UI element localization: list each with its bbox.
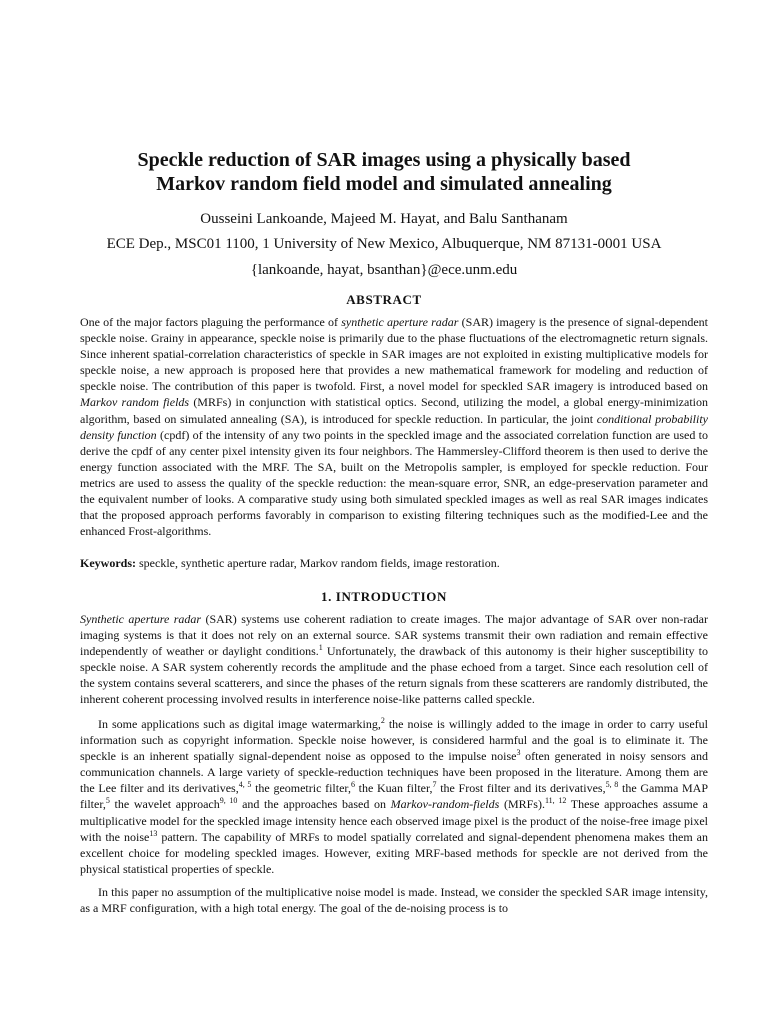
citation-ref: 5, 8 bbox=[605, 780, 619, 790]
intro-paragraph-1 bbox=[80, 611, 708, 708]
title-line-2: Markov random field model and simulated annealing bbox=[156, 173, 612, 195]
keywords bbox=[80, 555, 708, 571]
citation-ref: 11, 12 bbox=[544, 796, 567, 806]
intro-italic-term: Markov-random-fields bbox=[390, 797, 500, 812]
citation-ref: 6 bbox=[350, 780, 355, 790]
citation-ref: 3 bbox=[516, 748, 521, 758]
citation-ref: 13 bbox=[149, 828, 158, 838]
abstract-text bbox=[80, 314, 708, 539]
abstract-text-part: (SAR) imagery is the presence of signal-dependent speckle noise. Grainy in appearance, speckle noise is primarily due to the phase fluctuations of the electromagnetic return signals. Since inherent spatial-correlation characteristics of speckle in SAR images are not exploited in existing multiplicative models for speckle noise, a new approach is proposed here that provides a new mathematical framework for modeling and reduction of speckle noise. The contribution of this paper is twofold. First, a novel model for speckled SAR imagery is introduced based on bbox=[80, 315, 709, 394]
intro-text-part: the geometric filter, bbox=[251, 781, 351, 796]
abstract-text-part: (MRFs) in conjunction with statistical optics. Second, utilizing the model, a global energy-minimization algorithm, based on simulated annealing (SA), is introduced for speckle reduction. In particular, the joint bbox=[80, 395, 708, 426]
intro-text-part: and the approaches based on bbox=[237, 797, 391, 812]
intro-paragraph-2 bbox=[80, 716, 708, 877]
abstract-italic-term: synthetic aperture radar bbox=[341, 315, 459, 329]
abstract-text-part: (cpdf) of the intensity of any two points in the speckled image and the associated correlation function are used to derive the cpdf of any center pixel intensity given its four neighbors. The Hammersley-Clifford theorem is then used to derive the energy function associated with the MRF. The SA, built on the Metropolis sampler, is employed for speckle reduction. Four metrics are used to assess the quality of the speckle reduction: the mean-square error, SNR, an edge-preservation parameter and the equivalent number of looks. A comparative study using both simulated speckled images as well as real SAR images indicates that the proposed approach performs favorably in comparison to existing filtering techniques such as the modified-Lee and the enhanced Frost-algorithms. bbox=[80, 427, 709, 539]
intro-text-part: In this paper no assumption of the multiplicative noise model is made. Instead, we consider the speckled SAR image intensity, as a MRF configuration, with a high total energy. The goal of the de-noising process is to bbox=[80, 885, 708, 916]
citation-ref: 5 bbox=[105, 796, 110, 806]
citation-ref: 4, 5 bbox=[238, 780, 252, 790]
intro-text-part: the noise is willingly added to the image in order to carry useful information such as copyright information. Speckle noise however, is considered harmful and the goal is to eliminate it. The speckle is an inherent spatially signal-dependent noise as opposed to the impulse noise bbox=[80, 717, 708, 764]
keywords-list: speckle, synthetic aperture radar, Markov random fields, image restoration. bbox=[136, 556, 500, 570]
intro-text-part: (SAR) systems use coherent radiation to create images. The major advantage of SAR over non-radar imaging systems is that it does not rely on an external source. SAR systems transmit their own radiation and remain effective independently of weather or daylight conditions. bbox=[80, 612, 708, 659]
affiliation: ECE Dep., MSC01 1100, 1 University of New Mexico, Albuquerque, NM 87131-0001 USA bbox=[106, 236, 662, 252]
keywords-label: Keywords: bbox=[80, 556, 136, 570]
abstract-italic-term: Markov random fields bbox=[80, 395, 190, 410]
intro-text-part: the Frost filter and its derivatives, bbox=[436, 781, 606, 796]
intro-text-part: (MRFs). bbox=[499, 797, 545, 812]
intro-text-part: the wavelet approach bbox=[109, 797, 220, 812]
citation-ref: 9, 10 bbox=[219, 796, 238, 806]
intro-text-part: These approaches assume a multiplicative model for the speckled image intensity hence each observed image pixel is the product of the noise-free image pixel with the noise bbox=[80, 797, 709, 844]
citation-ref: 7 bbox=[432, 780, 437, 790]
intro-text-part: In some applications such as digital image watermarking, bbox=[98, 717, 381, 731]
authors: Ousseini Lankoande, Majeed M. Hayat, and Balu Santhanam bbox=[200, 211, 568, 227]
intro-text-part: the Kuan filter, bbox=[354, 781, 433, 796]
title-line-1: Speckle reduction of SAR images using a physically based bbox=[137, 149, 631, 171]
intro-text-part: pattern. The capability of MRFs to model spatially correlated and signal-dependent phenomena makes them an excellent choice for modeling speckled images. However, exiting MRF-based methods for speckle are not derived from the physical statistical properties of speckle. bbox=[80, 829, 709, 876]
paper-title bbox=[60, 148, 708, 196]
intro-italic-term: Synthetic aperture radar bbox=[80, 612, 202, 626]
intro-text-part: Unfortunately, the drawback of this autonomy is their higher susceptibility to speckle noise. A SAR system coherently records the amplitude and the phase echoed from a target. Since each resolution cell of the system contains several scatterers, and since the phases of the return signals from these scatterers are randomly distributed, the inherent coherent processing involved results in interference noise-like patterns called speckle. bbox=[80, 644, 708, 707]
abstract-italic-term: conditional probability density function bbox=[80, 411, 708, 442]
intro-paragraph-3 bbox=[80, 884, 708, 916]
abstract-text-part: One of the major factors plaguing the performance of bbox=[80, 315, 342, 329]
introduction-heading: 1. INTRODUCTION bbox=[320, 589, 447, 604]
abstract-heading: ABSTRACT bbox=[346, 292, 422, 307]
citation-ref: 1 bbox=[318, 643, 323, 653]
intro-text-part: the Gamma MAP filter, bbox=[80, 781, 709, 812]
intro-text-part: often generated in noisy sensors and communication channels. A large variety of speckle-reduction techniques have been proposed in the literature. Among them are the Lee filter and its derivatives, bbox=[80, 749, 708, 796]
author-emails: {lankoande, hayat, bsanthan}@ece.unm.edu bbox=[250, 262, 518, 278]
citation-ref: 2 bbox=[380, 716, 385, 725]
